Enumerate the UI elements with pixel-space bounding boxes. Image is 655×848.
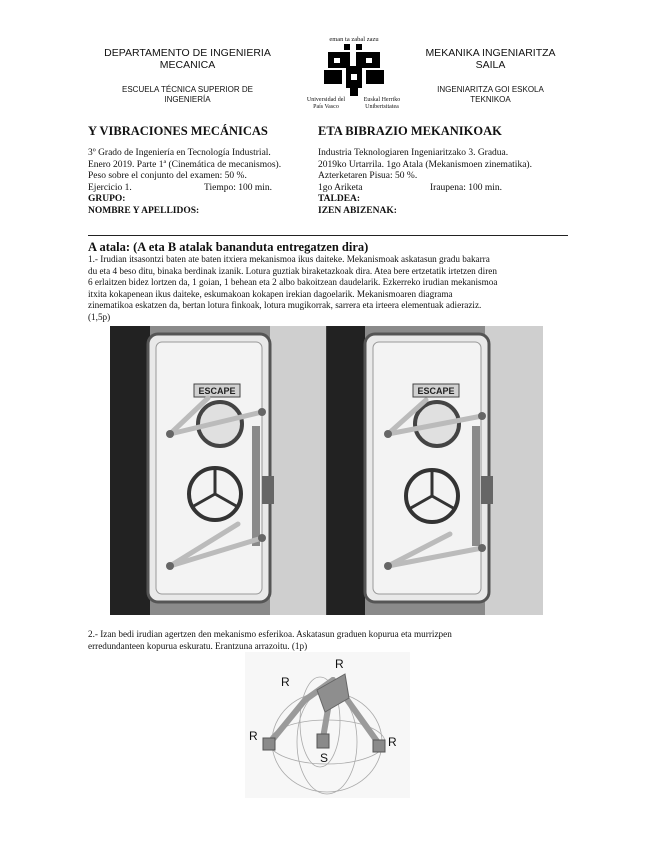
course-title-eu: ETA BIBRAZIO MEKANIKOAK <box>318 124 502 138</box>
exercise-label-eu: 1go Ariketa <box>318 182 363 193</box>
logo-caption-eu-2: Unibertsitatea <box>365 104 399 110</box>
university-tree-emblem <box>320 44 388 96</box>
university-logo <box>302 36 406 116</box>
label-r-upper-left: R <box>281 675 290 689</box>
door-photographs <box>110 326 543 615</box>
logo-caption-es-2: País Vasco <box>313 104 339 110</box>
exam-info-line-eu: Azterketaren Pisua: 50 %. <box>318 171 418 181</box>
label-s-center: S <box>320 751 329 765</box>
school-line-2: INGENIERÍA <box>164 94 211 104</box>
time-label-eu: Iraupena: 100 min. <box>430 182 503 193</box>
exam-info-line: 3º Grado de Ingeniería en Tecnología Industrial. <box>88 148 271 158</box>
school-name-es <box>100 85 275 104</box>
section-title: A atala: (A eta B atalak bananduta entregatzen dira) <box>88 240 369 254</box>
escape-sign-left: ESCAPE <box>198 386 236 396</box>
question-1-line: itxita kokapenean ikus daiteke, eskumakoan kokapen irekian dagoelarik. Mekanismoaren diagrama <box>88 288 453 299</box>
question-2-line: 2.- Izan bedi irudian agertzen den mekanismo esferikoa. Askatasun graduen kopurua eta murrizpen <box>88 629 452 639</box>
exam-info-line: Peso sobre el conjunto del examen: 50 %. <box>88 171 247 181</box>
school-name-eu <box>408 85 573 104</box>
spherical-mechanism-figure <box>245 652 410 798</box>
department-line-1: DEPARTAMENTO DE INGENIERIA <box>104 47 271 59</box>
exercise-label-es: Ejercicio 1. <box>88 182 132 193</box>
logo-caption-es-1: Universidad del <box>306 97 346 103</box>
question-2-line: erredundanteen kopurua eskuratu. Erantzuna arrazoitu. (1p) <box>88 640 308 651</box>
department-name-eu <box>408 47 573 71</box>
exam-info-line: Enero 2019. Parte 1ª (Cinemática de mecanismos). <box>88 159 282 170</box>
exam-info-line-eu: Industria Teknologiaren Ingeniaritzako 3. Gradua. <box>318 148 509 158</box>
exercise-row-eu <box>318 183 573 195</box>
question-1-text <box>88 254 568 323</box>
label-r-left: R <box>249 729 258 743</box>
question-2-text <box>88 629 568 652</box>
exam-info-eu <box>318 148 573 217</box>
logo-caption-es <box>298 97 354 111</box>
question-1-line: 1.- Irudian itsasontzi baten ate baten itxiera mekanismoa ikus daiteke. Mekanismoak askatasun gradu bakarra <box>88 254 490 264</box>
department-line-2: MECANICA <box>159 59 216 71</box>
group-label-es: GRUPO: <box>88 194 126 204</box>
department-line-1-eu: MEKANIKA INGENIARITZA <box>425 47 556 59</box>
exam-info-line-eu: 2019ko Urtarrila. 1go Atala (Mekanismoen zinematika). <box>318 159 532 170</box>
exercise-row-es <box>88 183 313 195</box>
group-label-eu: TALDEA: <box>318 194 361 204</box>
header-divider <box>88 235 568 236</box>
logo-caption-eu <box>354 97 410 111</box>
time-label-es: Tiempo: 100 min. <box>204 182 273 193</box>
name-label-eu: IZEN ABIZENAK: <box>318 205 397 216</box>
label-r-top: R <box>335 657 344 671</box>
school-line-1-eu: INGENIARITZA GOI ESKOLA <box>437 85 544 94</box>
question-1-line: zinematikoa eskatzen da, bertan lotura finkoak, lotura mugikorrak, sarrera eta irteera elementuak adieraziz. <box>88 300 482 310</box>
label-r-right: R <box>388 735 397 749</box>
exam-info-es <box>88 148 313 217</box>
door-photo-illustration <box>110 326 543 615</box>
question-1-line: (1,5p) <box>88 311 111 322</box>
escape-sign-right: ESCAPE <box>417 386 455 396</box>
name-label-es: NOMBRE Y APELLIDOS: <box>88 205 200 216</box>
course-title-es: Y VIBRACIONES MECÁNICAS <box>88 124 268 138</box>
logo-motto: eman ta zabal zazu <box>329 36 379 43</box>
question-1-line: 6 erlaitzen bidez lortzen da, 1 goian, 1 behean eta 2 albo bakoitzean daudelarik. Ezkerreko irudian mekanismoa <box>88 277 498 287</box>
logo-caption-eu-1: Euskal Herriko <box>363 97 401 103</box>
school-line-1: ESCUELA TÉCNICA SUPERIOR DE <box>122 85 253 94</box>
school-line-2-eu: TEKNIKOA <box>470 94 511 104</box>
question-1-line: du eta 4 beso ditu, binaka berdinak izanik. Lotura guztiak biraketazkoak dira. Atea bere ertzetatik irtetzen diren <box>88 265 497 276</box>
department-line-2-eu: SAILA <box>475 59 506 71</box>
spherical-mechanism-diagram <box>245 652 410 798</box>
department-name-es <box>100 47 275 71</box>
